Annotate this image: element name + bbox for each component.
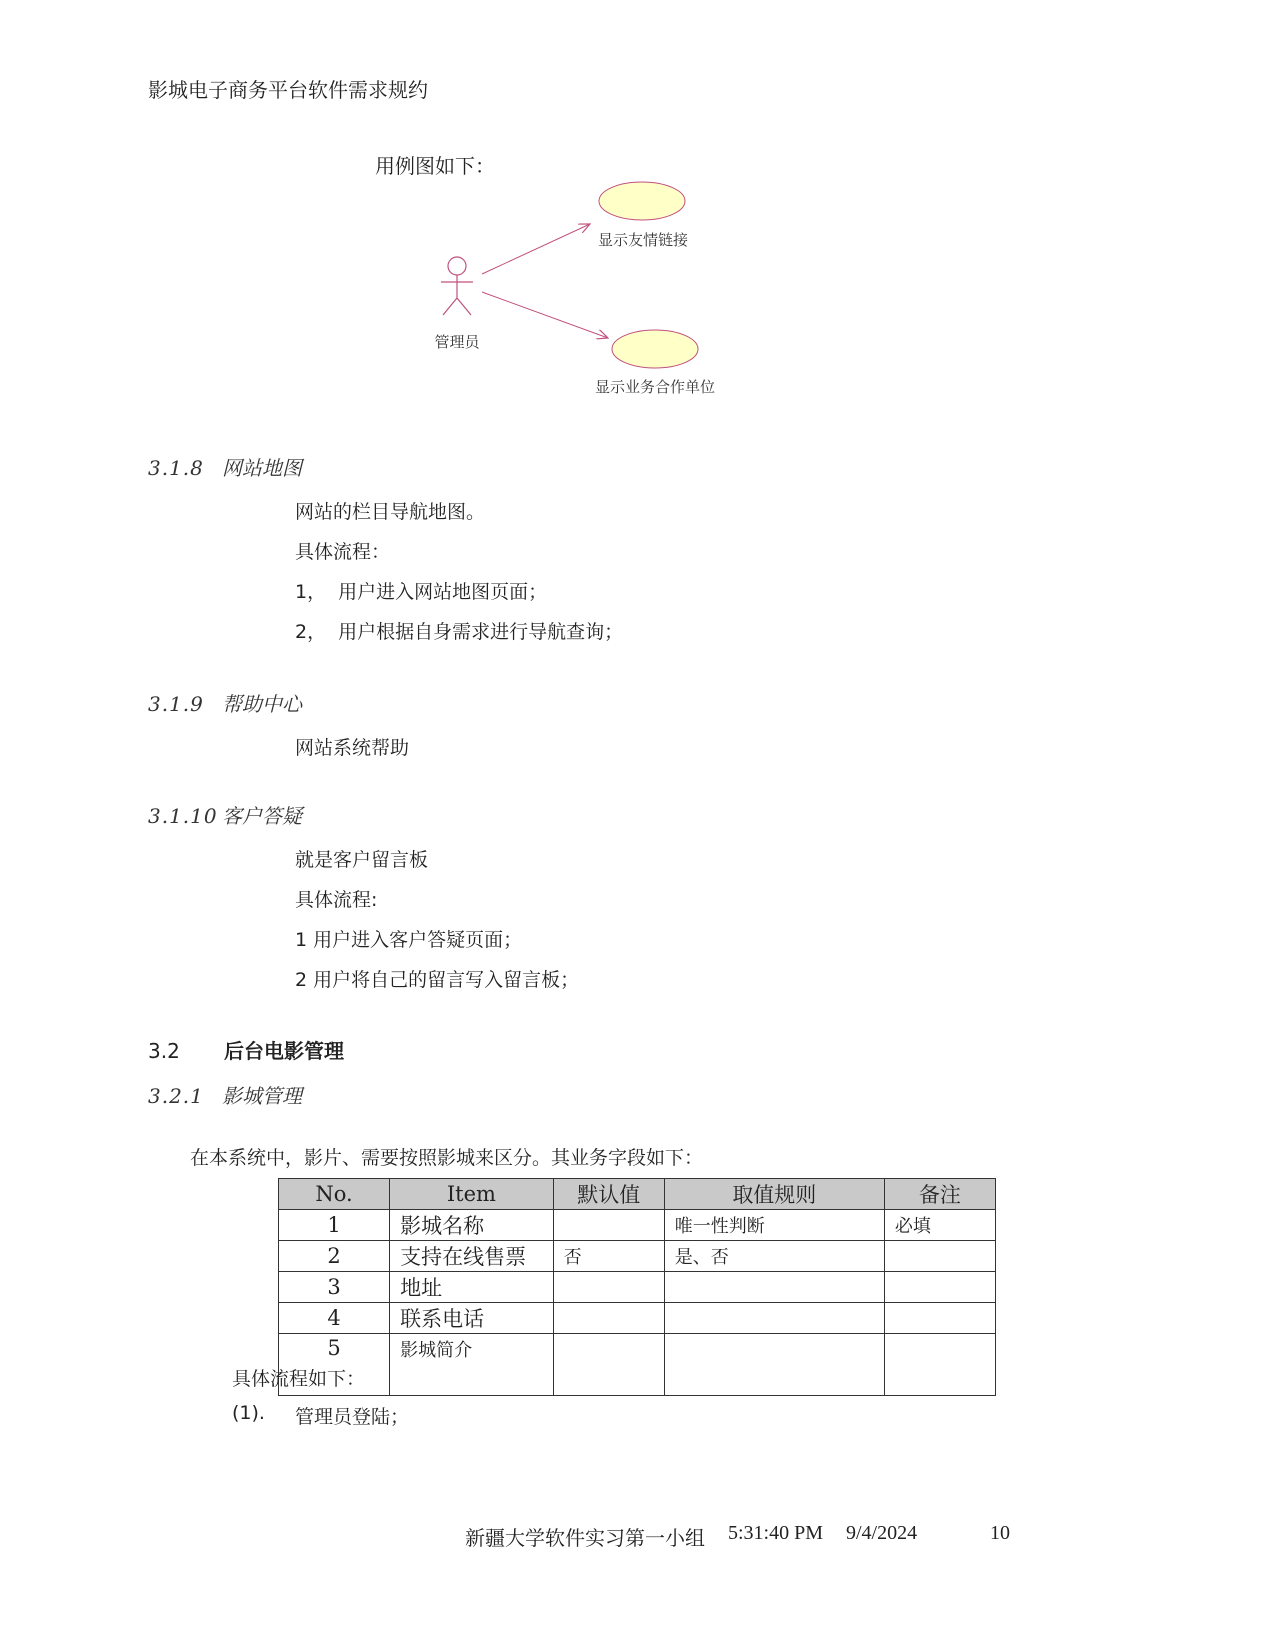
page-number: 10: [990, 1522, 1010, 1544]
use-case-ellipse-2: [612, 330, 698, 368]
column-header: No.: [279, 1179, 390, 1210]
section-heading-3-2: [148, 1035, 344, 1064]
table-cell: [553, 1303, 664, 1334]
column-header: 取值规则: [664, 1179, 884, 1210]
table-cell: 3: [279, 1272, 390, 1303]
list-item: 2 用户将自己的留言写入留言板；: [295, 969, 580, 991]
list-item: 1 用户进入客户答疑页面；: [295, 929, 523, 951]
table-cell: 1: [279, 1210, 390, 1241]
list-item: 管理员登陆；: [295, 1406, 410, 1428]
table-row: [279, 1303, 996, 1334]
flow-label: 具体流程：: [295, 541, 391, 563]
table-cell: 唯一性判断: [664, 1210, 884, 1241]
section-number: 3.2.1: [148, 1084, 204, 1108]
table-cell: 影城名称: [390, 1210, 554, 1241]
list-number: (1).: [232, 1402, 265, 1424]
section-title: 网站地图: [222, 456, 302, 480]
column-header: 备注: [884, 1179, 995, 1210]
table-cell: 支持在线售票: [390, 1241, 554, 1272]
page-header: 影城电子商务平台软件需求规约: [148, 78, 428, 102]
business-fields-table: [278, 1178, 996, 1396]
use-case-label-1: 显示友情链接: [597, 231, 689, 249]
table-cell: 地址: [390, 1272, 554, 1303]
table-cell: [884, 1241, 995, 1272]
table-cell: [884, 1303, 995, 1334]
footer-time: 5:31:40 PM: [728, 1522, 824, 1544]
list-item: 2， 用户根据自身需求进行导航查询；: [295, 621, 624, 643]
table-cell: [553, 1210, 664, 1241]
footer-org: 新疆大学软件实习第一小组: [465, 1528, 705, 1550]
section-title: 客户答疑: [222, 804, 302, 828]
table-row: [279, 1210, 996, 1241]
diagram-intro: 用例图如下：: [375, 154, 495, 178]
use-case-ellipse-1: [599, 182, 685, 220]
table-cell: [553, 1334, 664, 1396]
use-case-diagram: [420, 180, 760, 420]
section-title: 影城管理: [222, 1084, 302, 1108]
section-title: 帮助中心: [222, 692, 302, 716]
association-arrow-2: [482, 292, 608, 338]
section-number: 3.1.10: [148, 804, 218, 828]
section-heading-3-1-9: [148, 688, 302, 717]
paragraph: 就是客户留言板: [295, 849, 429, 871]
table-intro: 在本系统中，影片、需要按照影城来区分。其业务字段如下：: [190, 1147, 704, 1169]
table-cell: [664, 1334, 884, 1396]
table-row: [279, 1272, 996, 1303]
list-item: 1， 用户进入网站地图页面；: [295, 581, 548, 603]
table-cell: 2: [279, 1241, 390, 1272]
actor-icon: [441, 257, 473, 315]
table-cell: [553, 1272, 664, 1303]
table-cell: 影城简介: [390, 1334, 554, 1396]
actor-label: 管理员: [434, 333, 480, 351]
section-number: 3.2: [148, 1039, 180, 1063]
use-case-label-2: 显示业务合作单位: [594, 378, 716, 396]
table-cell: [884, 1334, 995, 1396]
table-cell: 是、否: [664, 1241, 884, 1272]
table-cell: [884, 1272, 995, 1303]
table-cell: [664, 1303, 884, 1334]
table-cell: 否: [553, 1241, 664, 1272]
column-header: Item: [390, 1179, 554, 1210]
section-number: 3.1.8: [148, 456, 204, 480]
footer-date: 9/4/2024: [846, 1522, 918, 1544]
section-heading-3-1-10: [148, 800, 302, 829]
table-header-row: [279, 1179, 996, 1210]
section-heading-3-1-8: [148, 452, 302, 481]
flow-label: 具体流程如下：: [232, 1368, 366, 1390]
paragraph: 网站系统帮助: [295, 737, 410, 759]
paragraph: 网站的栏目导航地图。: [295, 501, 486, 523]
section-number: 3.1.9: [148, 692, 204, 716]
section-heading-3-2-1: [148, 1080, 302, 1109]
table-cell: 5: [279, 1334, 390, 1396]
table-cell: 联系电话: [390, 1303, 554, 1334]
table-row: [279, 1241, 996, 1272]
table-cell: [664, 1272, 884, 1303]
column-header: 默认值: [553, 1179, 664, 1210]
flow-label: 具体流程:: [295, 889, 378, 911]
table-row: [279, 1334, 996, 1396]
section-title: 后台电影管理: [224, 1039, 344, 1063]
association-arrow-1: [482, 224, 590, 274]
table-cell: 4: [279, 1303, 390, 1334]
table-cell: 必填: [884, 1210, 995, 1241]
